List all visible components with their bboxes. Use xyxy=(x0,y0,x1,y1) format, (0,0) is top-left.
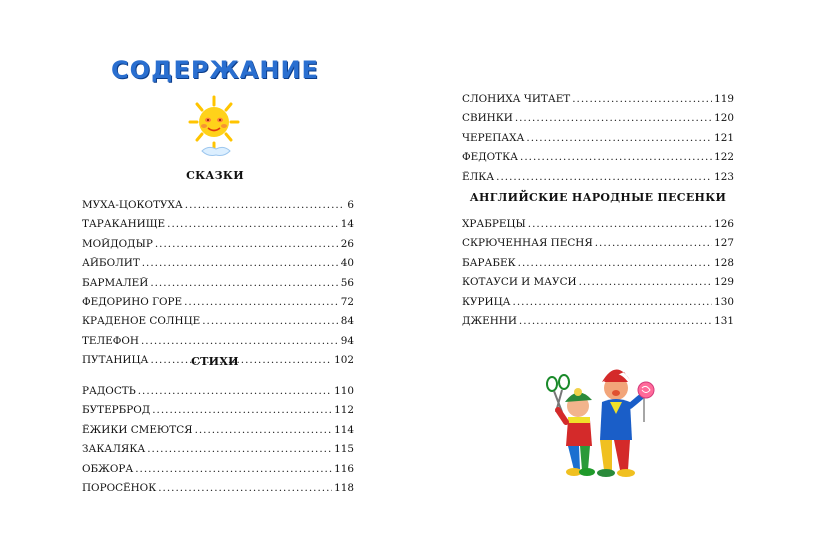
toc-item-page: 116 xyxy=(334,462,354,475)
toc-item-page: 72 xyxy=(340,295,354,308)
toc-item-page: 102 xyxy=(334,354,354,367)
toc-item-title: ТЕЛЕФОН xyxy=(82,334,139,347)
toc-item-title: СКРЮЧЕННАЯ ПЕСНЯ xyxy=(462,237,593,250)
toc-item[interactable] xyxy=(82,335,354,354)
toc-list xyxy=(82,385,354,501)
toc-item-title: КУРИЦА xyxy=(462,295,511,308)
toc-item-page: 112 xyxy=(334,404,354,417)
section-heading: СКАЗКИ xyxy=(186,169,244,182)
toc-item[interactable] xyxy=(462,112,734,131)
page-title: СОДЕРЖАНИЕ xyxy=(111,56,319,84)
section-heading: СТИХИ xyxy=(191,355,239,368)
toc-item-title: ТАРАКАНИЩЕ xyxy=(82,218,166,231)
toc-item[interactable] xyxy=(462,315,734,334)
toc-item-title: БУТЕРБРОД xyxy=(82,404,151,417)
toc-item-page: 40 xyxy=(340,257,354,270)
clowns-illustration xyxy=(540,362,660,480)
toc-item-page: 126 xyxy=(714,218,734,230)
toc-item-page: 115 xyxy=(334,443,354,456)
toc-item-page: 123 xyxy=(714,170,734,183)
toc-item[interactable] xyxy=(462,237,734,256)
toc-item-title: МОЙДОДЫР xyxy=(82,237,153,250)
toc-item-title: ЁЖИКИ СМЕЮТСЯ xyxy=(82,423,193,436)
toc-item-title: РАДОСТЬ xyxy=(82,385,136,397)
toc-item-page: 129 xyxy=(714,276,734,289)
toc-item-title: ХРАБРЕЦЫ xyxy=(462,218,526,230)
toc-item-page: 118 xyxy=(334,481,354,494)
toc-item-page: 120 xyxy=(714,112,734,125)
toc-item[interactable] xyxy=(82,424,354,443)
toc-item[interactable] xyxy=(462,93,734,112)
toc-item[interactable] xyxy=(82,277,354,296)
section-heading: АНГЛИЙСКИЕ НАРОДНЫЕ ПЕСЕНКИ xyxy=(469,191,727,204)
toc-item-title: ПОРОСЁНОК xyxy=(82,481,157,494)
toc-item-title: БАРМАЛЕЙ xyxy=(82,276,149,289)
toc-item-page: 119 xyxy=(714,93,734,105)
toc-item-page: 84 xyxy=(340,315,354,328)
toc-item-page: 14 xyxy=(340,218,354,231)
toc-item-title: ПУТАНИЦА xyxy=(82,354,149,367)
toc-item[interactable] xyxy=(82,482,354,501)
toc-item[interactable] xyxy=(82,296,354,315)
toc-item-page: 128 xyxy=(714,256,734,269)
toc-item[interactable] xyxy=(462,132,734,151)
toc-item-title: БАРАБЕК xyxy=(462,256,516,269)
toc-item[interactable] xyxy=(462,257,734,276)
toc-item[interactable] xyxy=(82,315,354,334)
toc-item-page: 6 xyxy=(347,199,354,211)
toc-item-page: 131 xyxy=(714,314,734,327)
toc-item-page: 94 xyxy=(340,334,354,347)
toc-item-page: 127 xyxy=(714,237,734,250)
toc-item[interactable] xyxy=(462,151,734,170)
toc-item-title: ЁЛКА xyxy=(462,170,495,183)
toc-list xyxy=(462,93,734,190)
toc-item-page: 110 xyxy=(334,385,354,397)
toc-item-title: КОТАУСИ И МАУСИ xyxy=(462,276,577,289)
toc-item-title: ФЕДОТКА xyxy=(462,151,519,164)
toc-item[interactable] xyxy=(82,238,354,257)
toc-item-title: МУХА-ЦОКОТУХА xyxy=(82,199,183,211)
toc-item-page: 114 xyxy=(334,423,354,436)
toc-item-title: ФЕДОРИНО ГОРЕ xyxy=(82,295,183,308)
toc-item[interactable] xyxy=(462,296,734,315)
toc-item[interactable] xyxy=(82,199,354,218)
toc-item[interactable] xyxy=(462,276,734,295)
toc-item-title: КРАДЕНОЕ СОЛНЦЕ xyxy=(82,315,201,328)
toc-item-title: СВИНКИ xyxy=(462,112,513,125)
toc-item[interactable] xyxy=(462,218,734,237)
toc-item-title: СЛОНИХА ЧИТАЕТ xyxy=(462,93,571,105)
toc-item-page: 56 xyxy=(340,276,354,289)
toc-item[interactable] xyxy=(82,257,354,276)
toc-item[interactable] xyxy=(462,171,734,190)
toc-item-page: 121 xyxy=(714,131,734,144)
toc-item[interactable] xyxy=(82,404,354,423)
toc-item-page: 122 xyxy=(714,151,734,164)
toc-list xyxy=(462,218,734,334)
toc-item[interactable] xyxy=(82,218,354,237)
toc-item-page: 26 xyxy=(340,237,354,250)
toc-item-title: ЧЕРЕПАХА xyxy=(462,131,525,144)
toc-item-title: ОБЖОРА xyxy=(82,462,134,475)
toc-item-title: АЙБОЛИТ xyxy=(82,257,140,270)
toc-item-page: 130 xyxy=(714,295,734,308)
toc-item-title: ЗАКАЛЯКА xyxy=(82,443,146,456)
toc-item[interactable] xyxy=(82,385,354,404)
toc-item-title: ДЖЕННИ xyxy=(462,314,517,327)
toc-list xyxy=(82,199,354,374)
toc-item[interactable] xyxy=(82,463,354,482)
toc-item[interactable] xyxy=(82,443,354,462)
sun-illustration xyxy=(186,95,242,161)
